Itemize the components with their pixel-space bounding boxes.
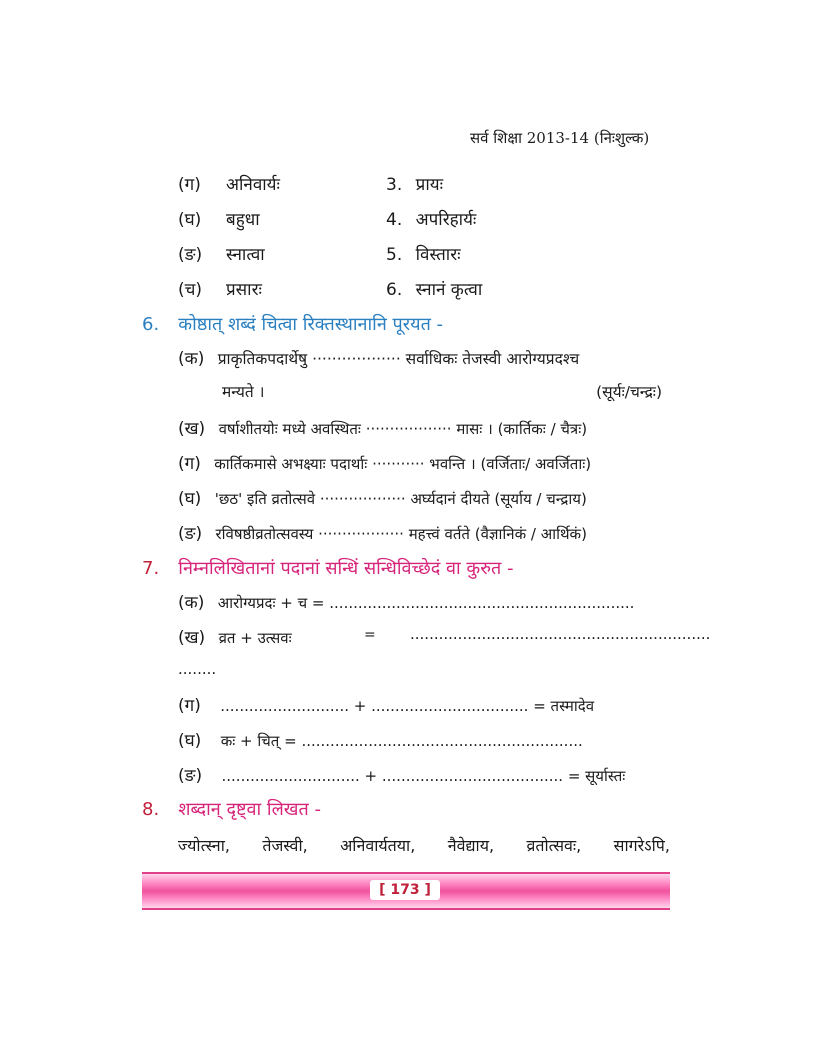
match-option xyxy=(386,242,461,265)
match-num: 4. xyxy=(386,210,403,230)
match-row xyxy=(178,277,262,300)
match-label: (घ) xyxy=(178,210,202,230)
word-item: सागरेऽपि, xyxy=(613,836,670,855)
item-label: (ख) xyxy=(178,628,206,648)
item-text: रविषष्ठीव्रतोत्सवस्य ·················· महत्त्वं वर्तते (वैज्ञानिकं / आर्थिकं) xyxy=(215,525,587,543)
match-num: 5. xyxy=(386,245,403,265)
item-label: (घ) xyxy=(178,731,202,751)
item-text: ............................. + ...................................... = सूर्यास्तः xyxy=(221,767,626,785)
item-label: (क) xyxy=(178,349,205,369)
q6-heading xyxy=(142,312,443,336)
item-label: (ग) xyxy=(178,454,201,474)
q8-number: 8. xyxy=(142,799,160,820)
q7-number: 7. xyxy=(142,558,160,579)
match-label: (ङ) xyxy=(178,245,203,265)
item-text: कः + चित् = ........................................................... xyxy=(220,732,583,750)
match-text: प्रायः xyxy=(415,175,444,195)
match-option xyxy=(386,277,482,300)
q6-title: कोष्ठात् शब्दं चित्वा रिक्तस्थानानि पूरयत - xyxy=(178,314,444,335)
q7-eq: = xyxy=(364,627,376,643)
q7-heading xyxy=(142,556,514,580)
page-number: [ 173 ] xyxy=(370,880,440,900)
match-num: 3. xyxy=(386,175,403,195)
word-item: नैवेद्याय, xyxy=(447,836,495,855)
page-header: सर्व शिक्षा 2013-14 (निःशुल्क) xyxy=(470,129,650,147)
match-row xyxy=(178,242,265,265)
match-word: स्नात्वा xyxy=(226,245,265,265)
q6-item xyxy=(178,416,587,439)
item-text: मन्यते । xyxy=(222,383,265,401)
item-text: वर्षाशीतयोः मध्ये अवस्थितः ·················· मासः । (कार्तिकः / चैत्रः) xyxy=(218,420,588,438)
q6-item xyxy=(178,486,587,509)
match-num: 6. xyxy=(386,280,403,300)
match-option xyxy=(386,172,443,195)
item-text: कार्तिकमासे अभक्ष्याः पदार्थाः ··········· भवन्ति । (वर्जिताः/ अवर्जिताः) xyxy=(214,455,592,473)
item-label: (क) xyxy=(178,593,205,613)
match-text: अपरिहार्यः xyxy=(415,210,477,230)
q7-continuation: ........ xyxy=(178,660,217,678)
item-text: प्राकृतिकपदार्थेषु ·················· सर्वाधिकः तेजस्वी आरोग्यप्रदश्च xyxy=(217,350,580,368)
word-item: ज्योत्स्ना, xyxy=(178,836,230,855)
match-text: स्नानं कृत्वा xyxy=(415,280,483,300)
match-row xyxy=(178,172,280,195)
q7-item xyxy=(178,625,292,648)
item-label: (घ) xyxy=(178,489,202,509)
item-text: ........................... + ................................. = तस्मादेव xyxy=(220,697,595,715)
item-label: (ङ) xyxy=(178,524,203,544)
q6-item xyxy=(178,346,579,369)
match-text: विस्तारः xyxy=(415,245,461,265)
q8-title: शब्दान् दृष्ट्वा लिखत - xyxy=(178,799,321,820)
q8-heading xyxy=(142,797,321,821)
q6-number: 6. xyxy=(142,314,160,335)
match-option xyxy=(386,207,476,230)
q6-item xyxy=(178,451,591,474)
item-option: (सूर्यः/चन्द्रः) xyxy=(596,383,662,401)
q7-item xyxy=(178,590,634,613)
match-word: प्रसारः xyxy=(226,280,262,300)
word-item: व्रतोत्सवः, xyxy=(526,836,582,855)
match-label: (च) xyxy=(178,280,203,300)
item-label: (ङ) xyxy=(178,766,203,786)
q7-title: निम्नलिखितानां पदानां सन्धिं सन्धिविच्छेदं वा कुरुत - xyxy=(178,558,514,579)
item-text: आरोग्यप्रदः + च = ................................................................ xyxy=(217,594,635,612)
q7-item xyxy=(178,763,625,786)
q8-word-list xyxy=(178,834,670,856)
item-text: 'छठ' इति व्रतोत्सवे ·················· अर्घ्यदानं दीयते (सूर्याय / चन्द्राय) xyxy=(214,490,587,508)
q7-dots: ............................................................... xyxy=(410,625,711,643)
word-item: तेजस्वी, xyxy=(262,836,308,855)
item-label: (ग) xyxy=(178,696,201,716)
q6-item xyxy=(178,521,587,544)
match-word: अनिवार्यः xyxy=(226,175,280,195)
match-row xyxy=(178,207,260,230)
q7-item xyxy=(178,728,583,751)
word-item: अनिवार्यतया, xyxy=(340,836,416,855)
q7-item xyxy=(178,693,594,716)
item-label: (ख) xyxy=(178,419,206,439)
match-word: बहुधा xyxy=(226,210,260,230)
match-label: (ग) xyxy=(178,175,201,195)
q6-item xyxy=(222,380,662,402)
item-text: व्रत + उत्सवः xyxy=(218,629,292,647)
